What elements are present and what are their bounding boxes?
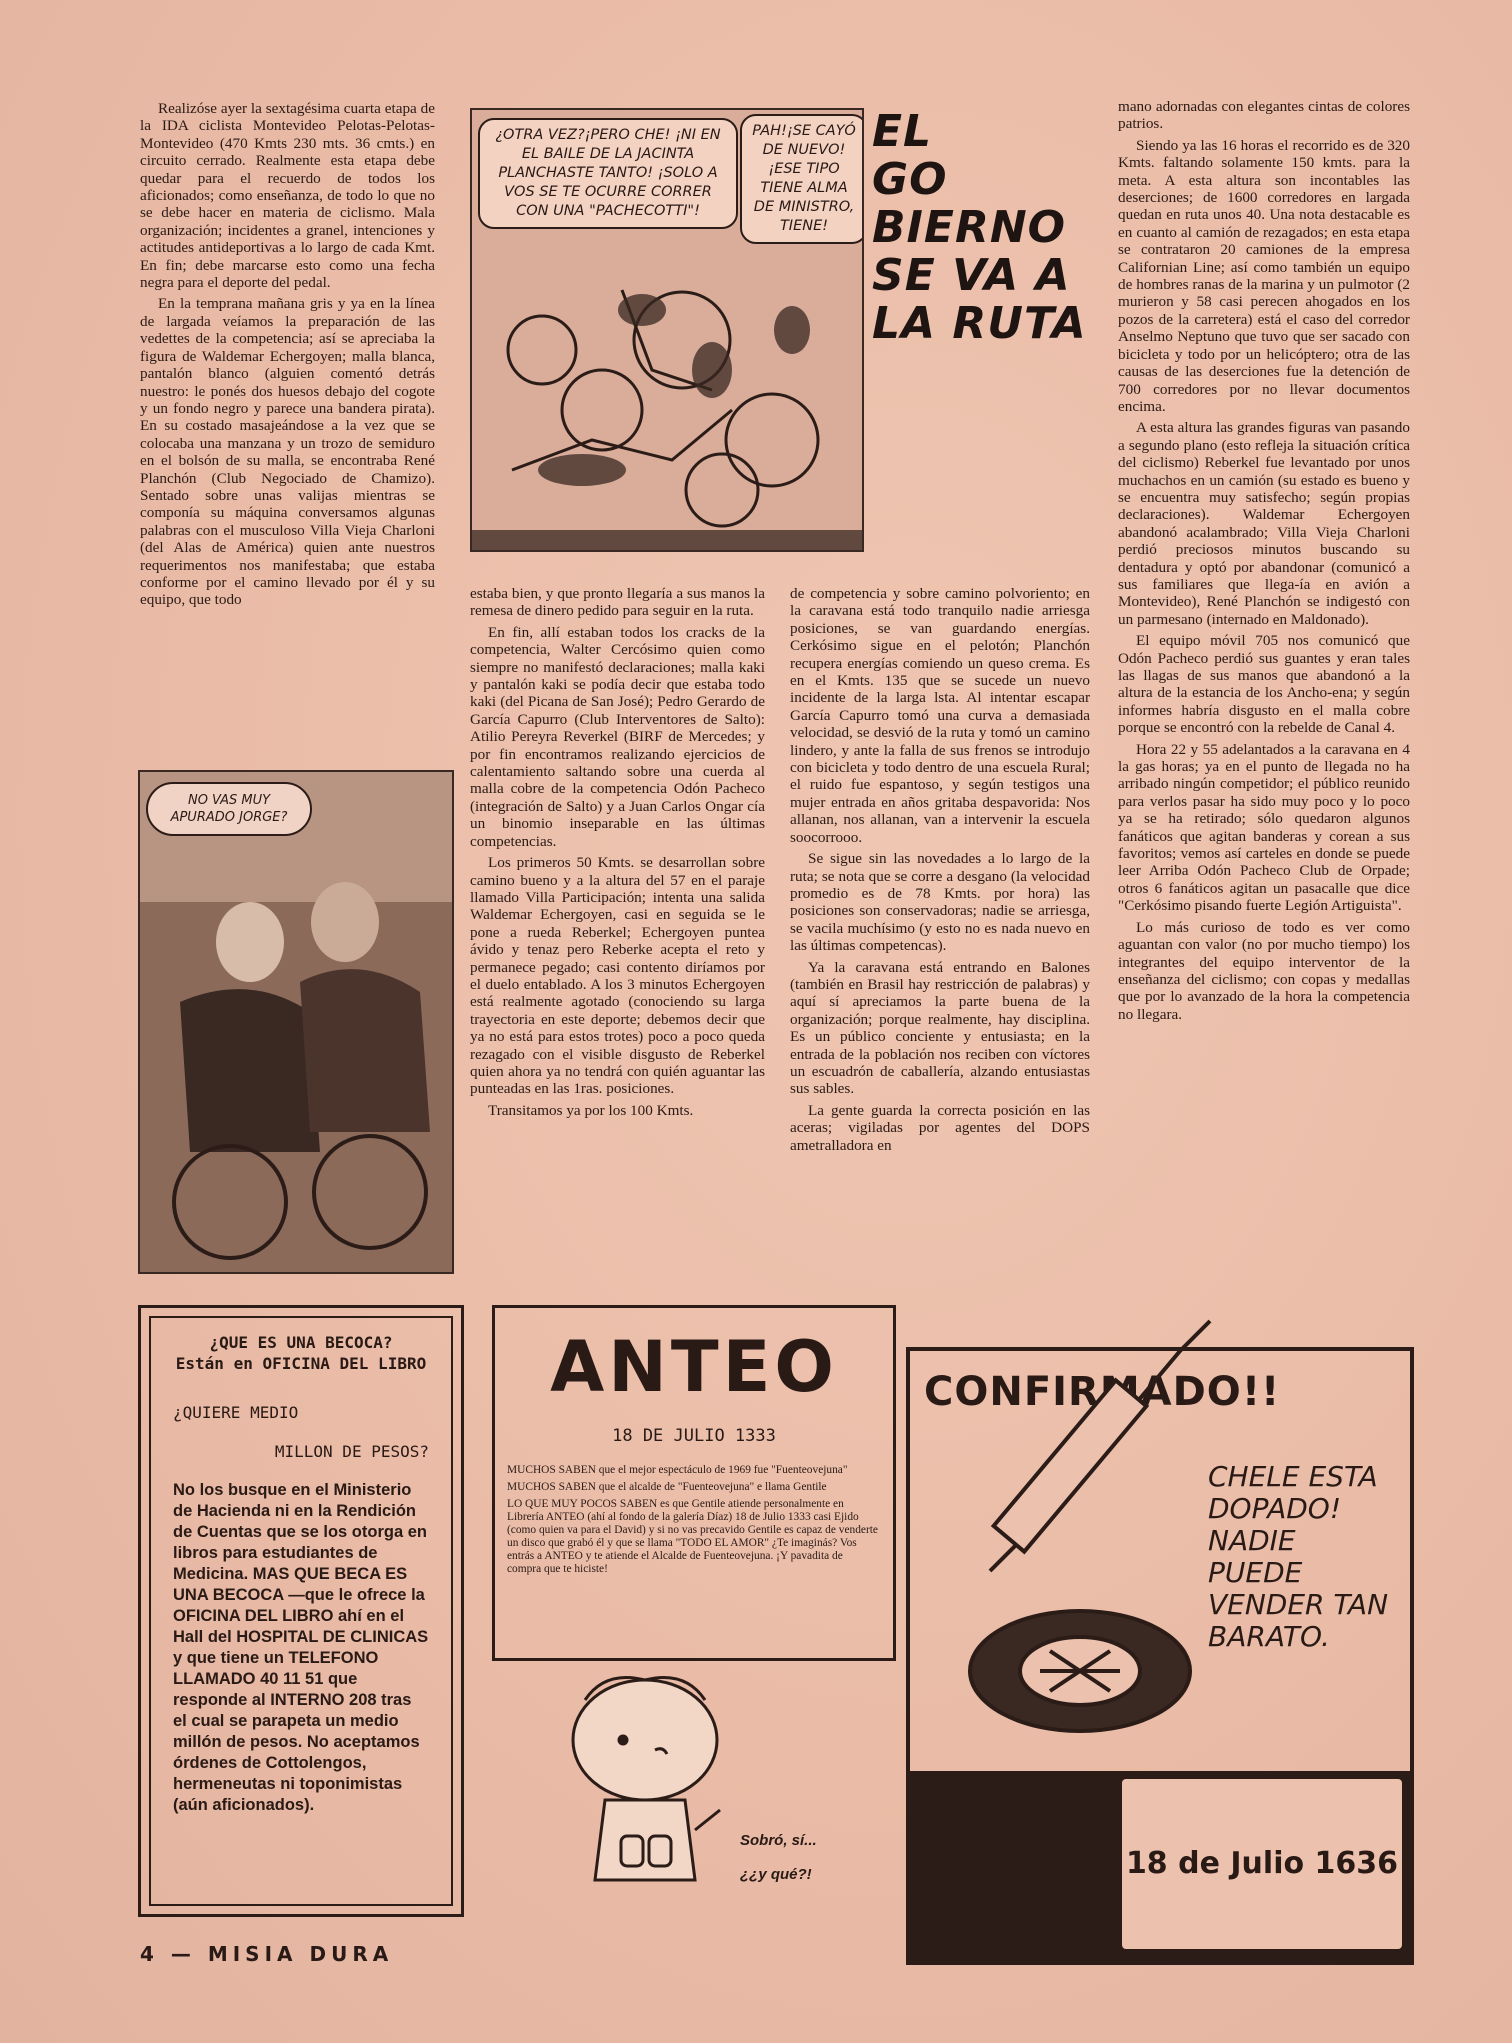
- ad-anteo: [492, 1305, 896, 1661]
- page-footer: 4 — MISIA DURA: [140, 1942, 394, 1966]
- paragraph: A esta altura las grandes figuras van pasando a segundo plano (esto refleja la situación crítica del ciclismo) Reberkel fue levantado por unos muchachos en un camión (su estado es bueno y se encuentra muy satisfecho; según propias declaraciones). Waldemar Echergoyen abandonó acalambrado; Villa Vieja Charloni perdió preciosos minutos buscando su dentadura y optó por abandonar (comunicó a sus familiares que llega-ía en avión a Montevideo), René Planchón se indigestó con un parmesano (internado en Maldonado).: [1118, 419, 1410, 628]
- ad-anteo-line: LO QUE MUY POCOS SABEN es que Gentile atiende personalmente en Librería ANTEO (ahí al fondo de la galería Díaz) 18 de Julio 1333 casi Ejido (como quien va para el David) y si no vas precavido Gentile es capaz de venderte un disco que grabó él y que se llama "TODO EL AMOR" ¿Te imaginás? Vos entrás a ANTEO y te atiende el Alcalde de Fuenteovejuna. ¡Y pavadita de compra que te hiciste!: [507, 1498, 878, 1575]
- ad-becoca: [138, 1305, 464, 1917]
- paragraph: Lo más curioso de todo es ver como aguantan con valor (no por mucho tiempo) los integrantes del equipo interventor de la enseñanza del ciclismo; con copas y medallas que por lo avanzado de la hora la competencia no llegara.: [1118, 918, 1410, 1023]
- ad-becoca-inner: [149, 1316, 453, 1906]
- paragraph: Los primeros 50 Kmts. se desarrollan sobre camino bueno y a la altura del 57 en el paraje llamado Villa Participación; intenta una salida Waldemar Echergoyen, casi en seguida se le pone a rueda Reberkel; Echergoyen puntea ávido y tenaz pero Reberke acepta el reto y permanece pegado; casi contento diríamos por el duelo entablado. A los 3 minutos Echergoyen está realmente agotado (conociendo su larga trayectoria en este deporte; debemos decir que ya no está para estos trotes) poco a poco queda rezagado con el visible disgusto de Reberkel quien ahora ya no tendrá con quién aguantar las punteadas en las 1ras. posiciones.: [470, 854, 765, 1098]
- syringe-shoe-drawing: [930, 1311, 1230, 1751]
- ad-becoca-question-1: ¿QUIERE MEDIO: [173, 1403, 299, 1422]
- photo-speech-bubble: NO VAS MUY APURADO JORGE?: [146, 782, 312, 836]
- paragraph: Hora 22 y 55 adelantados a la caravana en 4 la gas horas; ya en el punto de llegada no ha arribado ningún competidor; el público reunido para verlos pasar ha sido muy poco y lo poco ya se ha retirado; sólo quedaron algunos fanáticos que agitan banderas y corean a sus favoritos; vemos así carteles en donde se puede leer Arriba Odón Pacheco Club de Orpade; otros 6 fanáticos agitan un pasacalle que dice "Cerkósimo pisando fuerte Legión Artiguista".: [1118, 740, 1410, 915]
- kid-caption-2: ¿¿y qué?!: [740, 1866, 812, 1883]
- ad-becoca-body: No los busque en el Ministerio de Hacienda ni en la Rendición de Cuentas que se los otorga en libros para estudiantes de Medicina. MAS QUE BECA ES UNA BECOCA —que le ofrece la OFICINA DEL LIBRO ahí en el Hall del HOSPITAL DE CLINICAS y que tiene un TELEFONO LLAMADO 40 11 51 que responde al INTERNO 208 tras el cual se parapeta un medio millón de pesos. No aceptamos órdenes de Cottolengos, hermeneutas ni toponimistas (aún aficionados).: [173, 1481, 429, 1814]
- ad-confirmado-message: CHELE ESTA DOPADO! NADIE PUEDE VENDER TAN BARATO.: [1208, 1460, 1389, 1653]
- article-headline: [872, 108, 1112, 348]
- ad-becoca-subtitle: Están en OFICINA DEL LIBRO: [175, 1354, 427, 1373]
- paragraph: Siendo ya las 16 horas el recorrido es de 320 Kmts. faltando solamente 150 kmts. para la meta. A esta altura son incontables las deserciones; de 1600 corredores en largada quedan en ruta unos 40. Una nota destacable es en cuanto al camión de rezagados; en esta etapa se contrataron 20 camiones de la empresa Californian Line; así como también un equipo de hombres ranas de la marina y un pulmotor (2 murieron y 58 casi perecen ahogados en los pozos de la carretera) está el caso del corredor Anselmo Neptuno que tuvo que ser sacado con bicicleta y todo por un helicóptero; otra de las causas de las deserciones fue la detención de 700 corredores por no llevar documentos encima.: [1118, 136, 1410, 415]
- ad-confirmado-date: 18 de Julio 1636: [1120, 1777, 1404, 1951]
- ad-confirmado: [906, 1347, 1414, 1965]
- paragraph: estaba bien, y que pronto llegaría a sus manos la remesa de dinero pedido para seguir en la ruta.: [470, 585, 765, 620]
- paragraph: La gente guarda la correcta posición en las aceras; vigiladas por agentes del DOPS ametralladora en: [790, 1101, 1090, 1154]
- ad-becoca-title: ¿QUE ES UNA BECOCA?: [209, 1333, 393, 1352]
- paragraph: Realizóse ayer la sextagésima cuarta etapa de la IDA ciclista Montevideo Pelotas-Pelotas-Montevideo (470 Kmts 230 mts. 36 cmts.) en circuito cerrado. Realmente esta etapa debe quedar para el recuerdo de todos los aficionados; como enseñanza, de todo lo que no se debe hacer en materia de ciclismo. Mala organización; incidentes a granel, intenciones y actitudes antideportivas a lo largo de cada Kmt. En fin; debe marcarse esto como una fecha negra para el deporte del pedal.: [140, 100, 435, 292]
- paragraph: Ya la caravana está entrando en Balones (también en Brasil hay restricción de palabras) y aquí sí apreciamos la parte buena de la organización; porque realmente, hay disciplina. Es un público conciente y entusiasta; en la entrada de la población nos reciben con víctores un escuadrón de caballería, alzando entusiastas sus sables.: [790, 958, 1090, 1098]
- article-column-2: [470, 585, 765, 1123]
- ad-becoca-question-2: MILLON DE PESOS?: [274, 1442, 429, 1461]
- paragraph: Transitamos ya por los 100 Kmts.: [488, 1101, 694, 1119]
- paragraph: En fin, allí estaban todos los cracks de la competencia, Walter Cercósimo quien como siempre no manifestó declaraciones; malla kaki y pantalón kaki se podía decir que estaba todo kaki (del Picana de San José); Pedro Gerardo de García Capurro (Club Interventores de Salto): Atilio Pereyra Reverkel (BIRF de Mercedes; y por fin encontramos realizando ejercicios de calentamiento saltando sobre una cuerda al malla cobre de la competencia Odón Pacheco (integración de Salto) y a Juan Carlos Ongar cía un binomio inseparable en las últimas competencias.: [470, 623, 765, 850]
- paragraph: En la temprana mañana gris y ya en la línea de largada veíamos la preparación de las vedettes de la competencia; así se apreciaba la figura de Waldemar Echergoyen; malla blanca, pantalón blanco (alguien comentó detrás nuestro: le ponés dos huesos debajo del cogote y un fondo negro y parece una bandera pirata). En su costado masajeándose a la vez que se colocaba una manzana y un trozo de semiduro en el bolsón de su malla, se encontraba René Planchón (Club Negociado de Chamizo). Sentado sobre unas valijas mientras se componía su máquina conversamos algunas palabras con el musculoso Villa Vieja Charloni (del Alas de América) quien ante nuestros requerimentos nos manifestaba; que estaba conforme por el camino llevado por él y su equipo, que todo: [140, 295, 435, 609]
- paragraph: mano adornadas con elegantes cintas de colores patrios.: [1118, 98, 1410, 133]
- ad-anteo-title: ANTEO: [550, 1326, 838, 1408]
- speech-bubble-right: PAH!¡SE CAYÓ DE NUEVO! ¡ESE TIPO TIENE ALMA DE MINISTRO, TIENE!: [740, 114, 864, 244]
- article-column-1: [140, 100, 435, 613]
- article-column-2b: [790, 585, 1090, 1158]
- paragraph: de competencia y sobre camino polvoriento; en la caravana está todo tranquilo nadie arriesga posiciones, se van guardando energías. Cerkósimo sigue en el pelotón; Planchón recupera energías comiendo un queso crema. Es en el Kmts. 135 que se sucede un nuevo incidente de la larga lsta. Al intentar escapar García Capurro tomó una curva a demasiada velocidad, se desvió de la ruta y tomó un camino lindero, y ante la falla de sus frenos se introdujo con bicicleta y todo dentro de una escuela Rural; el ruido fue espantoso, y según testigos una mujer entrada en años gritaba despavorida: Nos allanan, nos allanan, van a intervenir la escuela soocorrooo.: [790, 585, 1090, 846]
- kid-caption-1: Sobró, sí...: [740, 1832, 817, 1849]
- headline-line: LA RUTA: [872, 298, 1087, 349]
- headline-line: EL: [872, 106, 933, 157]
- ad-anteo-text: [507, 1464, 879, 1580]
- headline-line: BIERNO: [872, 202, 1067, 253]
- paragraph: Se sigue sin las novedades a lo largo de la ruta; se nota que se corre a desgano (la velocidad promedio es de 78 Kmts. por hora) las posiciones son conservadoras; nadie se arriesga, se vacila muchísimo (y esto no es nada nuevo en las últimas competencas).: [790, 850, 1090, 955]
- ad-confirmado-title: CONFIRMADO!!: [924, 1369, 1281, 1415]
- comic-illustration: [470, 108, 864, 552]
- paragraph: El equipo móvil 705 nos comunicó que Odón Pacheco perdió sus guantes y eran tales las llagas de sus manos que abandonó a la altura de la estancia de los Ancho-ena; y según informes habría disgusto en el malla cobre porque se encontró con la rebelde de Canal 4.: [1118, 632, 1410, 737]
- ad-anteo-line: MUCHOS SABEN que el mejor espectáculo de 1969 fue "Fuenteovejuna": [507, 1464, 848, 1476]
- photo-drawing: [140, 772, 452, 1272]
- headline-line: SE VA A: [872, 250, 1071, 301]
- child-cartoon-drawing: [545, 1660, 745, 1900]
- headline-line: GO: [872, 154, 948, 205]
- cyclists-photo: [138, 770, 454, 1274]
- ad-anteo-address: 18 DE JULIO 1333: [612, 1426, 776, 1446]
- ad-anteo-line: MUCHOS SABEN que el alcalde de "Fuenteovejuna" e llama Gentile: [507, 1481, 827, 1493]
- speech-bubble-left: ¿OTRA VEZ?¡PERO CHE! ¡NI EN EL BAILE DE LA JACINTA PLANCHASTE TANTO! ¡SOLO A VOS SE TE OCURRE CORRER CON UNA "PACHECOTTI"!: [478, 118, 738, 229]
- article-column-3: [1118, 98, 1410, 1027]
